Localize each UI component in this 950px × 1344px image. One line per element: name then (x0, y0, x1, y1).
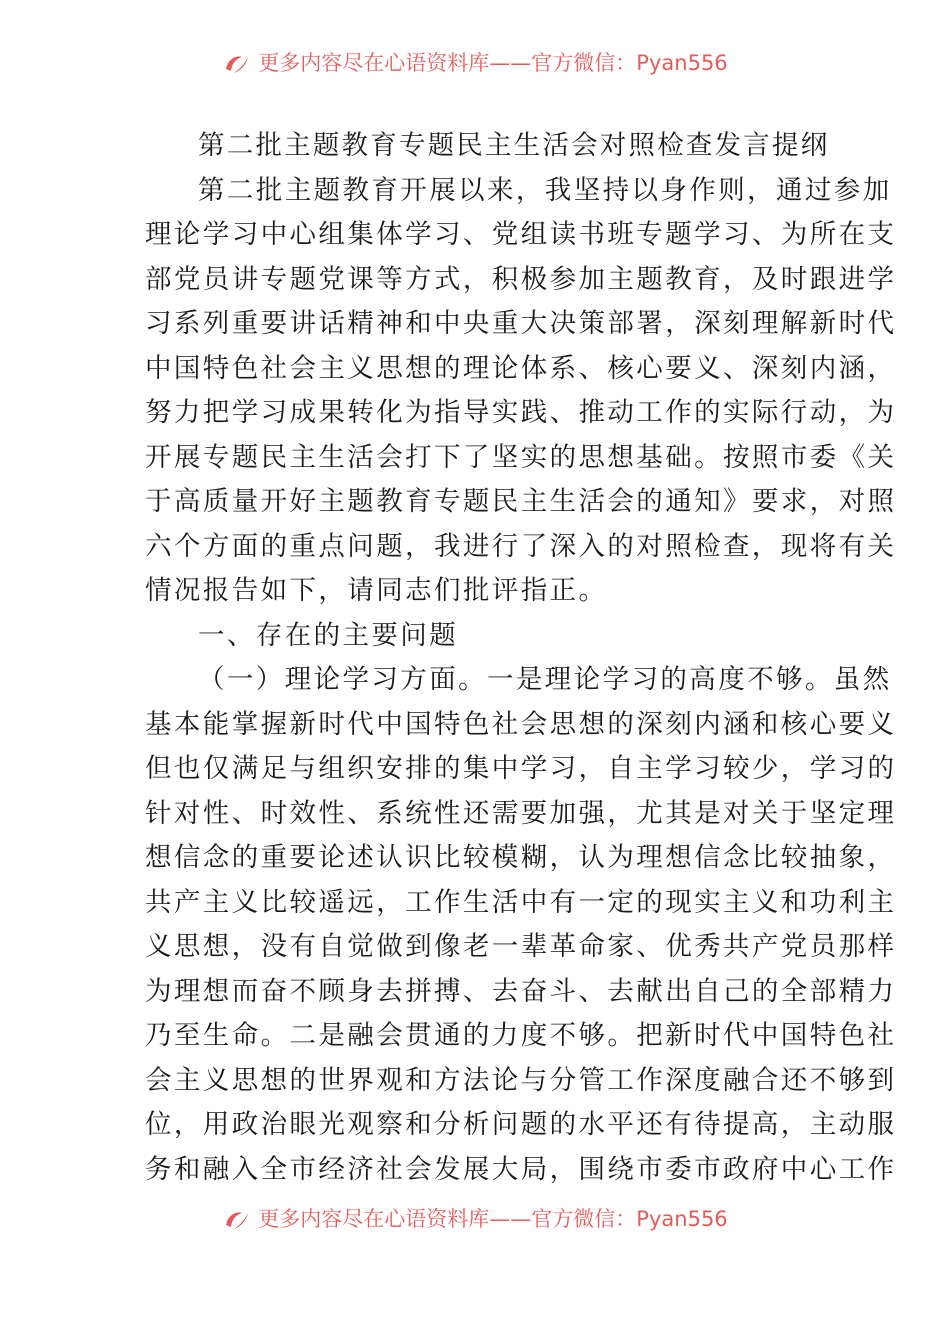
logo-icon (222, 51, 252, 77)
text-line: 位，用政治眼光观察和分析问题的水平还有待提高，主动服 (145, 1109, 897, 1140)
text-line: 但也仅满足与组织安排的集中学习，自主学习较少，学习的 (145, 753, 897, 784)
text-line: （一）理论学习方面。一是理论学习的高度不够。虽然 (198, 664, 892, 695)
footer-watermark (0, 1207, 950, 1242)
text-line: 中国特色社会主义思想的理论体系、核心要义、深刻内涵， (145, 352, 897, 384)
text-line: 第二批主题教育开展以来，我坚持以身作则，通过参加 (198, 174, 892, 206)
text-line: 开展专题民主生活会打下了坚实的思想基础。按照市委《关 (145, 441, 897, 473)
text-line: 六个方面的重点问题，我进行了深入的对照检查，现将有关 (145, 530, 897, 562)
text-line: 义思想，没有自觉做到像老一辈革命家、优秀共产党员那样 (145, 931, 897, 962)
text-line: 为理想而奋不顾身去拼搏、去奋斗、去献出自己的全部精力 (145, 975, 897, 1007)
text-line: 基本能掌握新时代中国特色社会思想的深刻内涵和核心要义 (145, 708, 897, 740)
text-line: 理论学习中心组集体学习、党组读书班专题学习、为所在支 (145, 219, 897, 250)
text-line: 一、存在的主要问题 (198, 619, 459, 651)
text-line: 于高质量开好主题教育专题民主生活会的通知》要求，对照 (145, 486, 897, 517)
text-line: 会主义思想的世界观和方法论与分管工作深度融合还不够到 (145, 1064, 897, 1096)
header-watermark (0, 51, 950, 86)
watermark-text: 更多内容尽在心语资料库——官方微信：Pyan556 (258, 51, 728, 75)
watermark-text: 更多内容尽在心语资料库——官方微信：Pyan556 (258, 1207, 728, 1231)
text-line: 务和融入全市经济社会发展大局，围绕市委市政府中心工作 (145, 1153, 897, 1185)
text-line: 共产主义比较遥远，工作生活中有一定的现实主义和功利主 (145, 886, 897, 918)
text-line: 习系列重要讲话精神和中央重大决策部署，深刻理解新时代 (145, 308, 897, 339)
logo-icon (222, 1207, 252, 1233)
text-line: 想信念的重要论述认识比较模糊，认为理想信念比较抽象， (145, 842, 897, 873)
text-line: 部党员讲专题党课等方式，积极参加主题教育，及时跟进学 (145, 263, 897, 295)
text-line: 情况报告如下，请同志们批评指正。 (145, 575, 608, 606)
text-line: 努力把学习成果转化为指导实践、推动工作的实际行动，为 (145, 397, 897, 428)
paragraph-lines (145, 169, 897, 1193)
text-line: 乃至生命。二是融会贯通的力度不够。把新时代中国特色社 (145, 1020, 897, 1051)
text-line: 针对性、时效性、系统性还需要加强，尤其是对关于坚定理 (145, 797, 897, 829)
document-title: 第二批主题教育专题民主生活会对照检查发言提纲 (198, 130, 830, 161)
document-body (145, 124, 897, 1192)
